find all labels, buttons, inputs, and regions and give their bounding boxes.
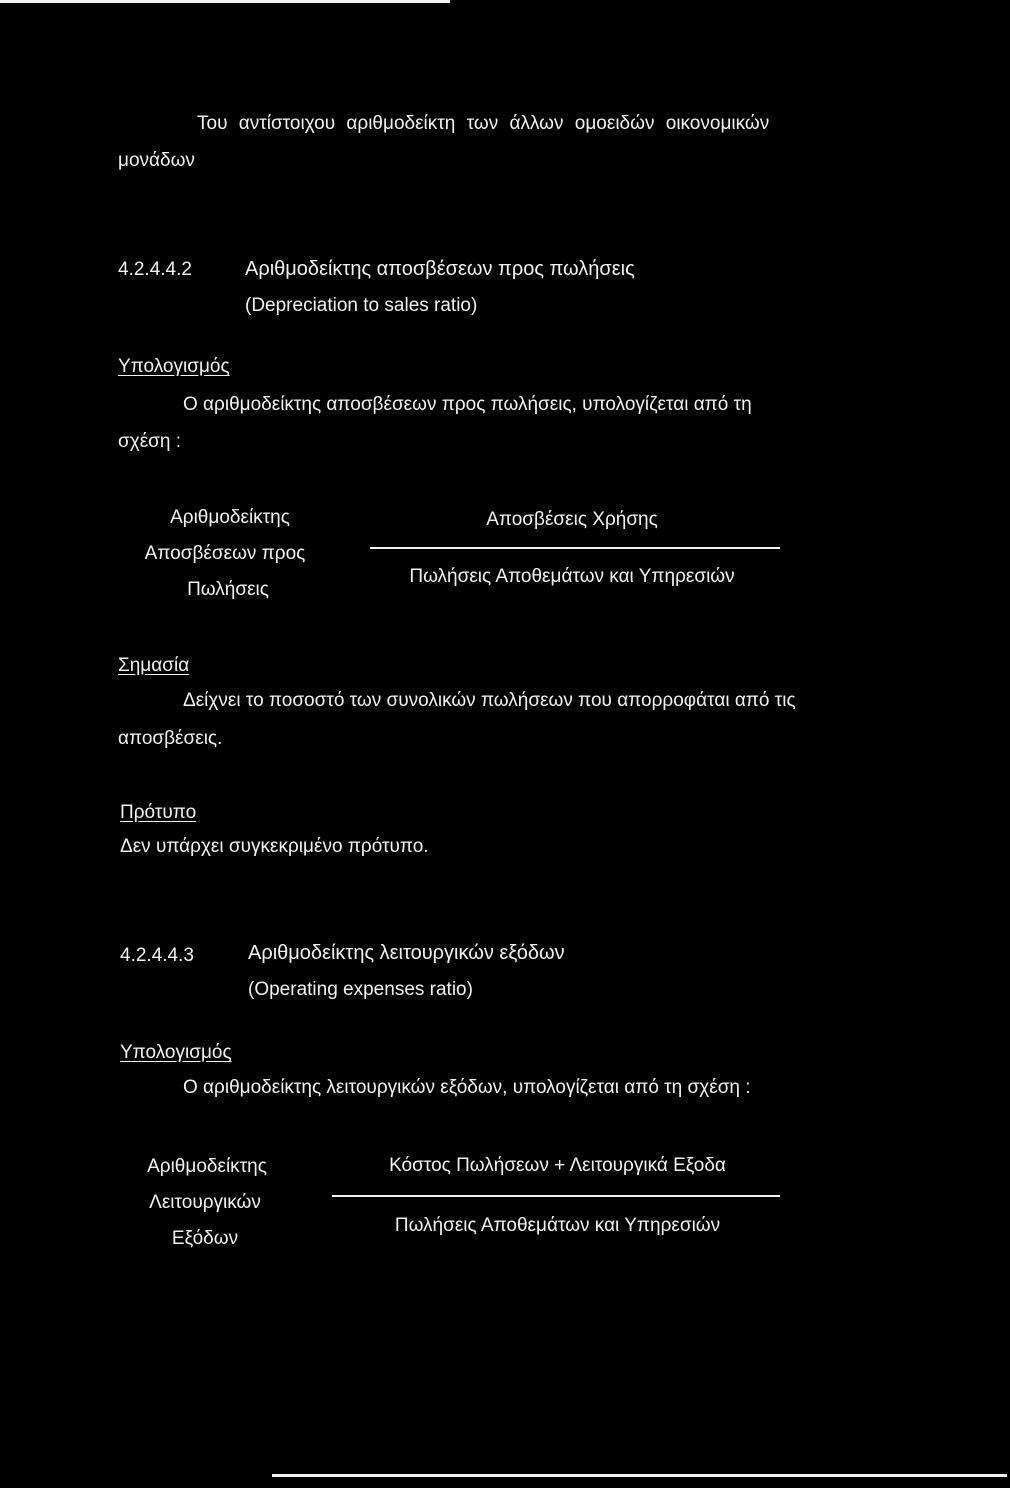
calculation-line-1: Ο αριθμοδείκτης αποσβέσεων προς πωλήσεις, υπολογίζεται από τη: [183, 394, 752, 415]
formula-label-line-2: Λειτουργικών: [149, 1192, 261, 1213]
calculation-heading: Υπολογισμός: [120, 1042, 232, 1063]
intro-line-1: Του αντίστοιχου αριθμοδείκτη των άλλων ομοειδών οικονομικών: [197, 113, 770, 134]
standard-heading: Πρότυπο: [120, 802, 197, 823]
section-number: 4.2.4.4.2: [118, 259, 192, 280]
meaning-line-2: αποσβέσεις.: [118, 728, 223, 749]
formula-denominator: Πωλήσεις Αποθεμάτων και Υπηρεσιών: [394, 1215, 721, 1236]
meaning-line-1: Δείχνει το ποσοστό των συνολικών πωλήσεων που απορροφάται από τις: [183, 690, 796, 711]
fraction-bar: [370, 547, 780, 549]
formula-label-line-1: Αριθμοδείκτης: [147, 1156, 267, 1177]
section-title: Αριθμοδείκτης αποσβέσεων προς πωλήσεις: [245, 258, 635, 280]
intro-line-2: μονάδων: [118, 150, 195, 171]
meaning-heading: Σημασία: [118, 655, 190, 676]
section-subtitle: (Operating expenses ratio): [248, 979, 473, 1000]
calculation-line-1: Ο αριθμοδείκτης λειτουργικών εξόδων, υπολογίζεται από τη σχέση :: [183, 1077, 751, 1098]
standard-text: Δεν υπάρχει συγκεκριμένο πρότυπο.: [120, 836, 429, 857]
calculation-heading: Υπολογισμός: [118, 356, 230, 377]
formula-numerator: Αποσβέσεις Χρήσης: [486, 509, 658, 530]
formula-denominator: Πωλήσεις Αποθεμάτων και Υπηρεσιών: [409, 566, 735, 587]
formula-label-line-2: Αποσβέσεων προς: [144, 543, 306, 564]
bottom-edge-rule: [272, 1474, 1007, 1477]
section-subtitle: (Depreciation to sales ratio): [245, 295, 478, 316]
formula-numerator: Κόστος Πωλήσεων + Λειτουργικά Εξοδα: [389, 1155, 726, 1176]
fraction-bar: [332, 1195, 780, 1197]
section-title: Αριθμοδείκτης λειτουργικών εξόδων: [248, 942, 565, 964]
top-edge-rule: [0, 0, 450, 3]
section-number: 4.2.4.4.3: [120, 945, 194, 966]
formula-label-line-3: Πωλήσεις: [187, 579, 269, 600]
formula-label-line-3: Εξόδων: [171, 1228, 239, 1249]
formula-label-line-1: Αριθμοδείκτης: [170, 507, 290, 528]
calculation-line-2: σχέση :: [118, 431, 182, 452]
